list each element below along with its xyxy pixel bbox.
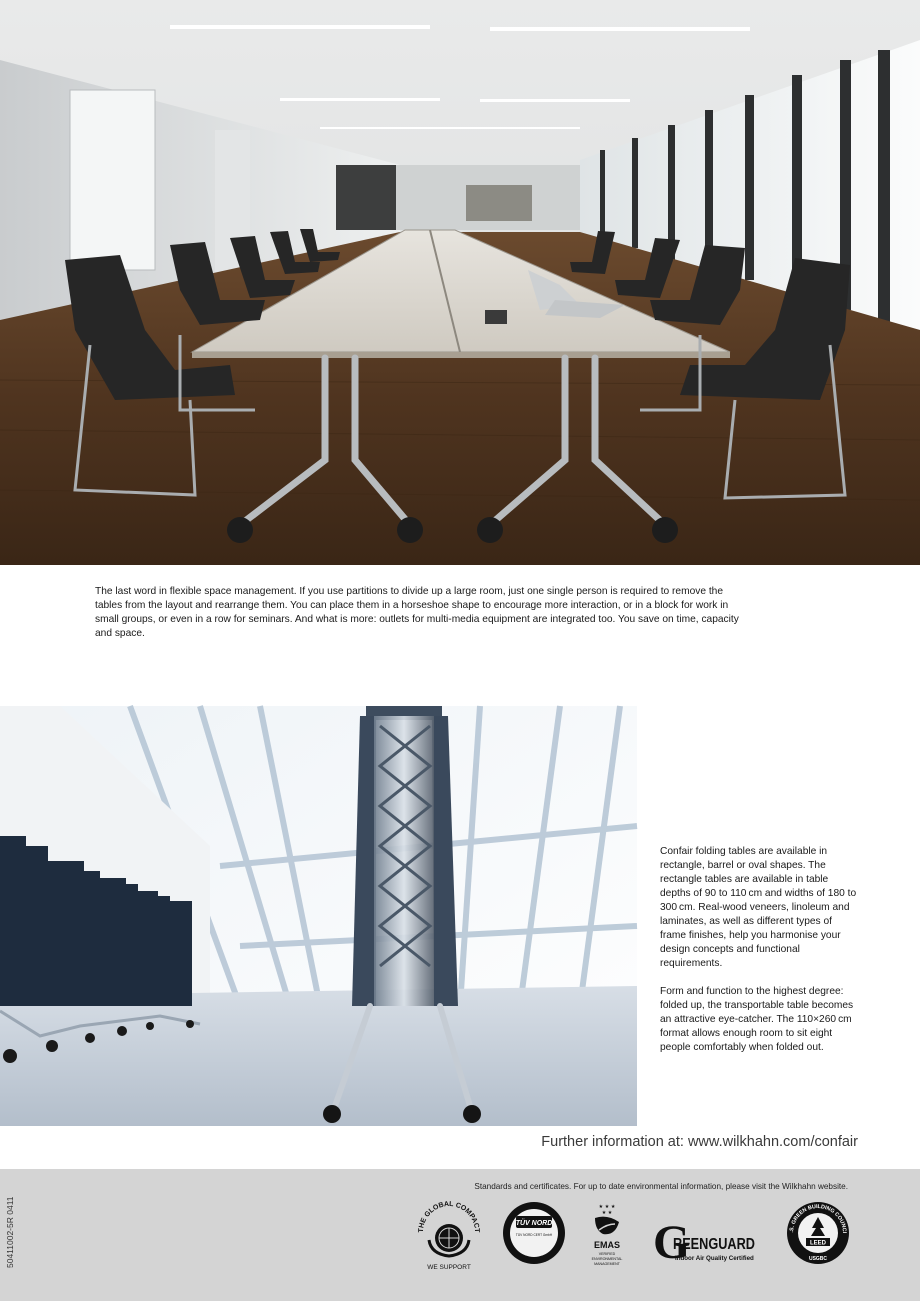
greenguard-logo — [649, 1200, 761, 1272]
emas-sub-1: VERIFIED — [598, 1252, 616, 1256]
conference-room-illustration — [0, 0, 920, 565]
further-info-link[interactable]: Further information at: www.wilkhahn.com/confair — [541, 1134, 858, 1150]
tuv-nord-logo — [501, 1200, 567, 1266]
standards-text: Standards and certificates. For up to date environmental information, please visit the Wilkhahn website. — [474, 1182, 848, 1191]
usgbc-ring-text: .S. GREEN BUILDING COUNCI — [788, 1203, 848, 1234]
emas-sub-3: MANAGEMENT — [594, 1262, 620, 1266]
intro-paragraph: The last word in flexible space management. If you use partitions to divide up a large room, just one single person is required to remove the tables from the layout and rearrange them. You can place them in a horseshoe shape to encourage more interaction, or in a block for work in small groups, or even in a row for seminars. And what is more: outlets for multi-media equipment are integrated too. You save on time, capacity and space. — [95, 586, 739, 639]
emas-logo — [585, 1200, 629, 1272]
usgbc-leed-logo — [785, 1200, 851, 1266]
emas-stars-icon: ★ ★ ★ — [598, 1204, 616, 1210]
hero-photo-conference-room — [0, 0, 920, 565]
emas-sub-2: ENVIRONMENTAL — [591, 1257, 623, 1261]
global-compact-top-text: THE GLOBAL COMPACT — [417, 1200, 481, 1233]
global-compact-logo — [415, 1200, 483, 1272]
tuv-nord-title: TÜV NORD — [515, 1220, 553, 1227]
greenguard-initial: G — [653, 1216, 691, 1269]
description-paragraph-2: Form and function to the highest degree: folded up, the transportable table becomes an attractive eye-catcher. The 110×260 cm format allows enough room to sit eight people comfortably when folded out. — [660, 986, 854, 1053]
greenguard-subtitle: Indoor Air Quality Certified — [675, 1255, 754, 1262]
document-code: 50411002-5R 0411 — [5, 1196, 15, 1268]
greenguard-title: REENGUARD — [673, 1236, 755, 1253]
folded-tables-illustration — [0, 706, 637, 1126]
description-paragraph-1: Confair folding tables are available in rectangle, barrel or oval shapes. The rectangle tables are available in table depths of 90 to 110 cm and widths of 180 to 300 cm. Real-wood veneers, linoleum and laminates, as well as different types of frame finishes, help you harmonise your design concepts and functional requirements. — [660, 846, 857, 969]
certification-logos — [415, 1200, 855, 1275]
tuv-nord-subtitle: TÜV NORD CERT GmbH — [515, 1233, 553, 1237]
leed-label: LEED — [809, 1240, 827, 1247]
product-description — [660, 845, 860, 1069]
global-compact-bottom-text: WE SUPPORT — [427, 1264, 471, 1271]
usgbc-label: USGBC — [808, 1256, 828, 1262]
folded-tables-photo — [0, 706, 637, 1126]
emas-title: EMAS — [593, 1240, 621, 1250]
emas-stars-icon-2: ★ ★ — [601, 1210, 613, 1216]
